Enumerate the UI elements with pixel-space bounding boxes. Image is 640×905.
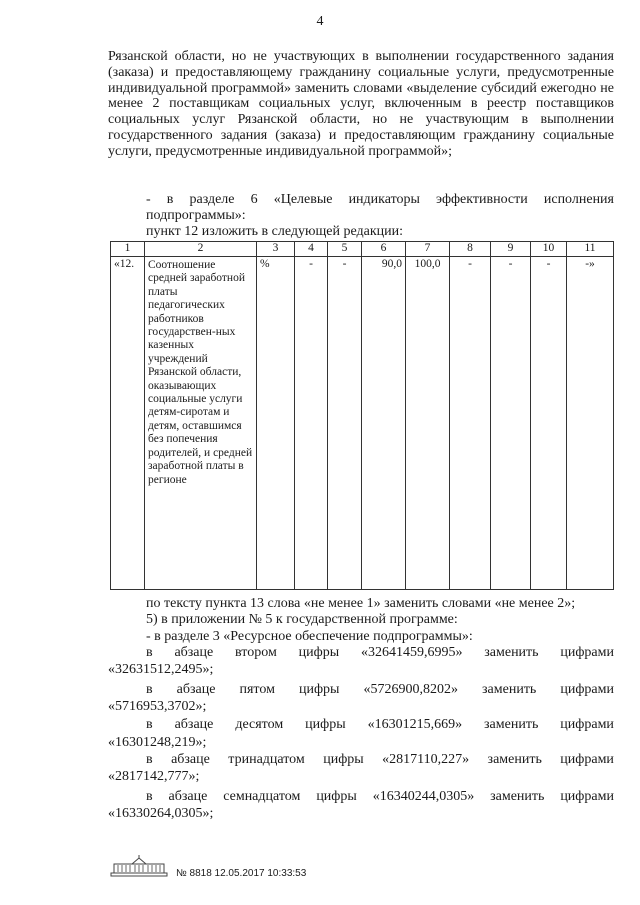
word: цифрами: [560, 789, 614, 804]
word: «32641459,6995»: [360, 645, 463, 660]
word: «5726900,8202»: [363, 682, 458, 697]
edit-2-line: [108, 682, 614, 698]
footer: [110, 854, 410, 884]
table-header-cell: 7: [406, 242, 450, 257]
edit-3-line: [108, 717, 614, 733]
word: цифры: [298, 682, 340, 697]
row-col7: 100,0: [406, 257, 450, 590]
word: «2817110,227»: [382, 752, 470, 767]
table-header-cell: 10: [531, 242, 567, 257]
table-header-row: [111, 242, 614, 257]
word: пятом: [239, 682, 275, 697]
edit-5-continuation: «16330264,0305»;: [108, 806, 214, 821]
word: цифрами: [560, 682, 614, 697]
edit-2-continuation: «5716953,3702»;: [108, 699, 207, 714]
word: втором: [235, 645, 277, 660]
row-description: Соотношение средней заработной платы педагогических работников государствен-ных казенных учреждений Рязанской области, оказывающих социальные услуги детям-сиротам и детям, оставшимся без попечения родителей, и средней заработной платы в регионе: [145, 257, 257, 590]
table-header-cell: 4: [295, 242, 328, 257]
table-header-cell: 9: [491, 242, 531, 257]
word: заменить: [487, 752, 542, 767]
word: в: [146, 682, 153, 697]
row-col10: -: [531, 257, 567, 590]
word: цифры: [298, 645, 340, 660]
word: в: [146, 645, 153, 660]
table-header-cell: 5: [328, 242, 362, 257]
point12-instruction: пункт 12 изложить в следующей редакции:: [146, 224, 403, 239]
table-header-cell: 3: [257, 242, 295, 257]
row-col9: -: [491, 257, 531, 590]
word: цифрами: [560, 717, 614, 732]
word: абзаце: [174, 645, 214, 660]
word: «16340244,0305»: [372, 789, 475, 804]
government-building-logo: [110, 854, 168, 878]
word: «16301215,669»: [367, 717, 463, 732]
word: цифры: [316, 789, 357, 804]
edit-5-line: [108, 789, 614, 805]
word: абзаце: [171, 752, 210, 767]
word: тринадцатом: [228, 752, 305, 767]
table-header-cell: 2: [145, 242, 257, 257]
page-number: 4: [316, 14, 324, 29]
edit-3-continuation: «16301248,219»;: [108, 735, 207, 750]
edit-1-line: [108, 645, 614, 661]
after-table-line-2: 5) в приложении № 5 к государственной программе:: [146, 612, 458, 627]
edit-4-continuation: «2817142,777»;: [108, 769, 200, 784]
word: цифрами: [560, 645, 614, 660]
word: цифры: [305, 717, 346, 732]
word: в: [146, 717, 153, 732]
row-col6: 90,0: [362, 257, 406, 590]
row-col5: -: [328, 257, 362, 590]
word: семнадцатом: [223, 789, 301, 804]
word: цифры: [323, 752, 364, 767]
table-row: [111, 257, 614, 590]
after-table-line-1: по тексту пункта 13 слова «не менее 1» заменить словами «не менее 2»;: [146, 596, 576, 611]
row-col8: -: [450, 257, 491, 590]
word: абзаце: [176, 682, 216, 697]
registration-stamp: № 8818 12.05.2017 10:33:53: [176, 868, 307, 879]
edit-1-continuation: «32631512,2495»;: [108, 662, 214, 677]
indicators-table: [110, 241, 614, 590]
word: цифрами: [560, 752, 614, 767]
word: в: [146, 789, 153, 804]
table-header-cell: 6: [362, 242, 406, 257]
after-table-line-3: - в разделе 3 «Ресурсное обеспечение подпрограммы»:: [146, 629, 473, 644]
word: заменить: [490, 789, 545, 804]
edit-4-line: [108, 752, 614, 768]
word: заменить: [484, 717, 539, 732]
table-header-cell: 11: [567, 242, 614, 257]
word: заменить: [484, 645, 539, 660]
intro-paragraph: Рязанской области, но не участвующих в выполнении государственного задания (заказа) и предоставляющему гражданину социальные услуги, предусмотренные индивидуальной программой» заменить словами «выделение субсидий ежегодно не менее 2 поставщикам социальных услуг, включенным в реестр поставщиков социальных услуг Рязанской области, но не участвующим в выполнении государственного задания (заказа) и предоставляющим гражданину социальные услуги, предусмотренные индивидуальной программой»;: [108, 49, 614, 159]
word: в: [146, 752, 153, 767]
row-col4: -: [295, 257, 328, 590]
word: десятом: [235, 717, 284, 732]
table-header-cell: 1: [111, 242, 145, 257]
table-header-cell: 8: [450, 242, 491, 257]
row-unit: %: [257, 257, 295, 590]
word: абзаце: [168, 789, 208, 804]
row-number: «12.: [111, 257, 145, 590]
section6-instruction: - в разделе 6 «Целевые индикаторы эффективности исполнения подпрограммы»:: [146, 192, 614, 223]
row-col11: -»: [567, 257, 614, 590]
word: заменить: [482, 682, 537, 697]
word: абзаце: [174, 717, 214, 732]
